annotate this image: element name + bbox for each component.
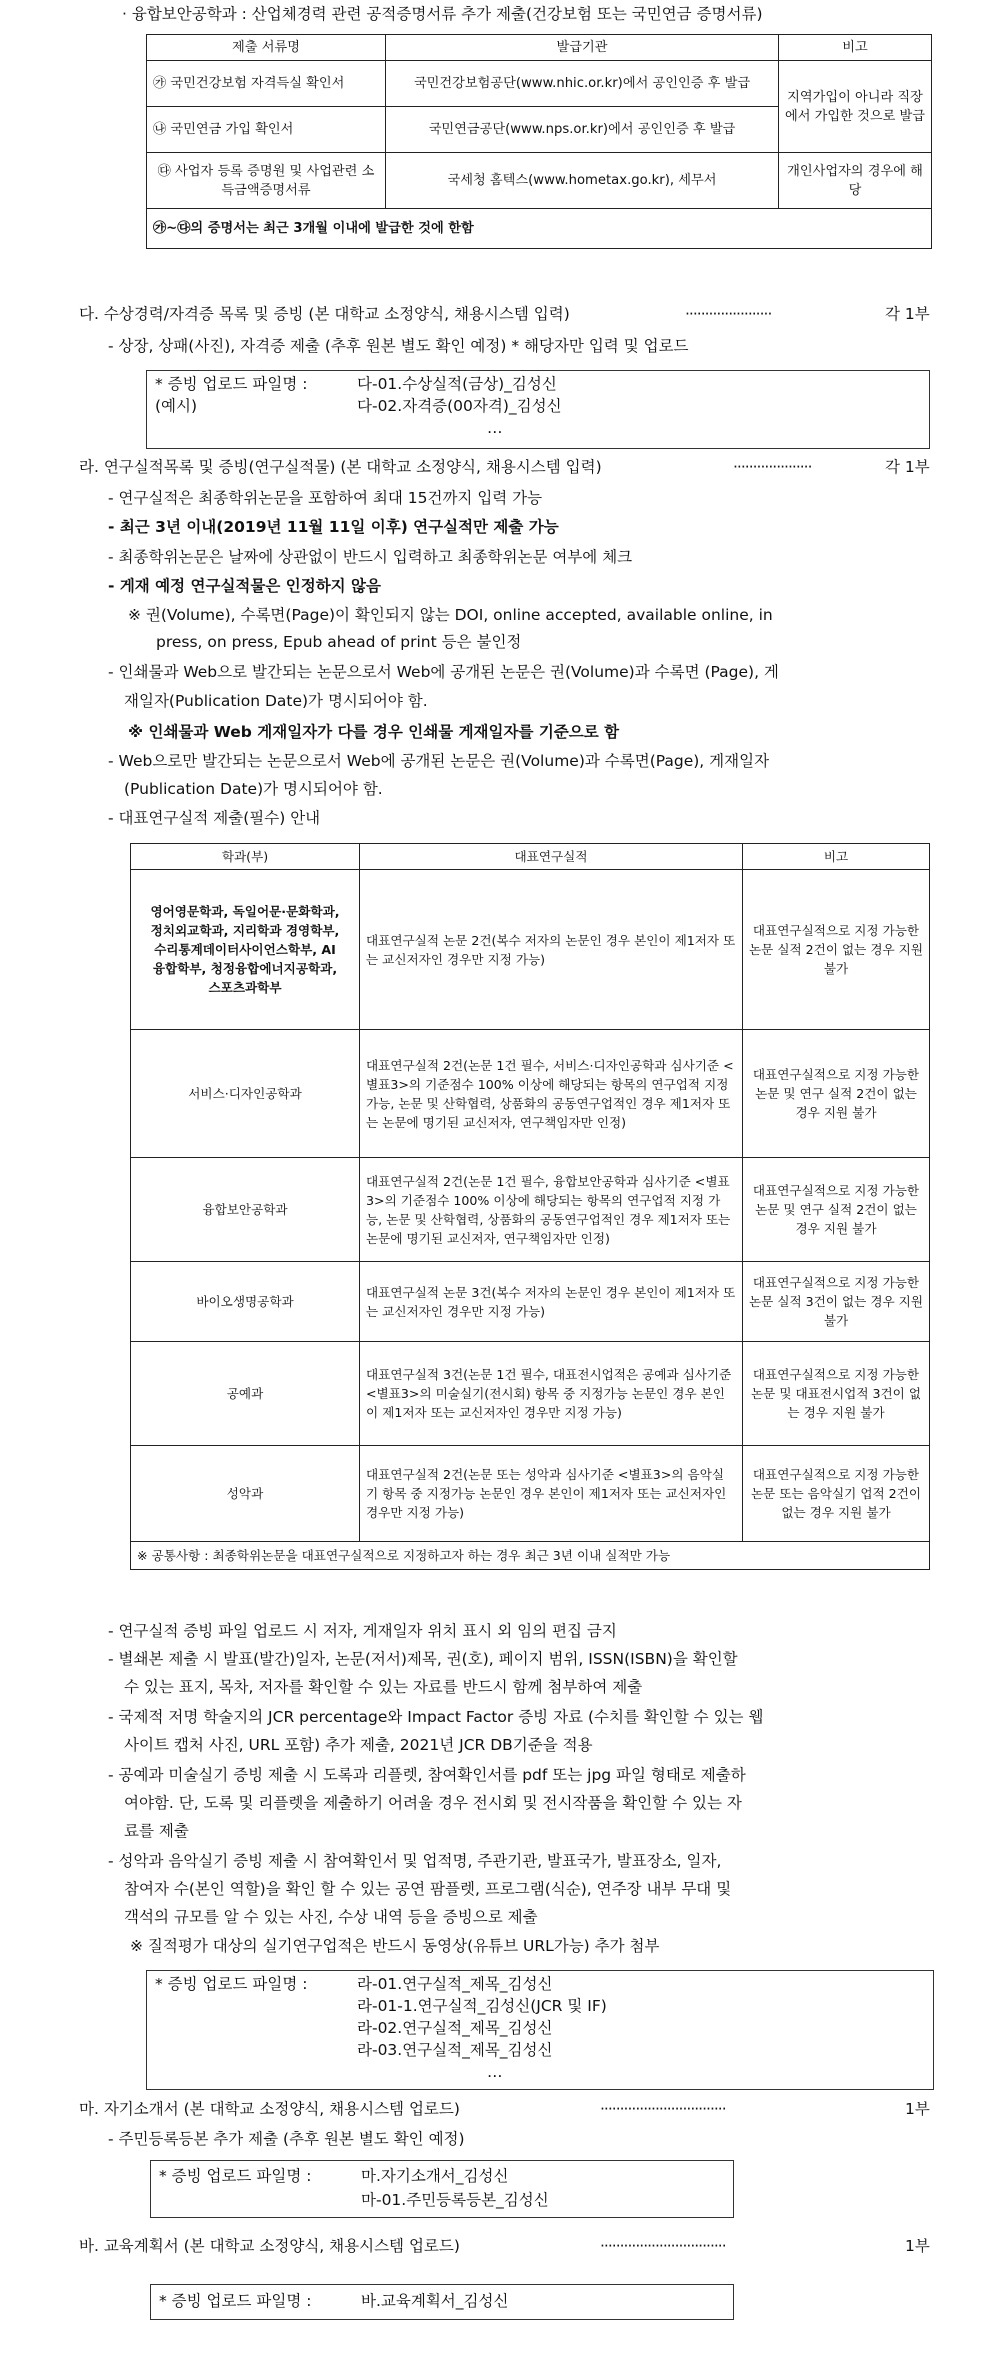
th-org: 발급기관 (386, 35, 779, 61)
ra-item: - 인쇄물과 Web으로 발간되는 논문으로서 Web에 공개된 논문은 권(Volume)과 수록면 (Page), 게 (108, 663, 779, 681)
upload-file: 라-02.연구실적_제목_김성신 (357, 2019, 553, 2037)
ra-item: (Publication Date)가 명시되어야 함. (124, 780, 383, 798)
rep-note: 대표연구실적으로 지정 가능한 논문 실적 3건이 없는 경우 지원 불가 (743, 1262, 930, 1342)
rep-dept: 서비스·디자인공학과 (131, 1030, 360, 1158)
upload-label: * 증빙 업로드 파일명 : (159, 2292, 312, 2310)
rep-note: 대표연구실적으로 지정 가능한 논문 실적 2건이 없는 경우 지원 불가 (743, 870, 930, 1030)
ra-item: 재일자(Publication Date)가 명시되어야 함. (124, 692, 428, 710)
section-ra-heading: 라. 연구실적목록 및 증빙(연구실적물) (본 대학교 소정양식, 채용시스템 입력) (79, 458, 602, 476)
upload-file: 다-01.수상실적(금상)_김성신 (357, 375, 557, 393)
th-note: 비고 (743, 844, 930, 870)
row-org: 국민건강보험공단(www.nhic.or.kr)에서 공인인증 후 발급 (386, 61, 779, 107)
th-note: 비고 (779, 35, 932, 61)
ba-upload-box (150, 2284, 734, 2320)
upload-ellipsis: … (487, 419, 503, 437)
rep-research-table (130, 843, 930, 1570)
ma-upload-box (150, 2160, 734, 2218)
ra-upload-box (146, 1970, 934, 2090)
rep-note: 대표연구실적으로 지정 가능한 논문 및 연구 실적 2건이 없는 경우 지원 불가 (743, 1030, 930, 1158)
rep-dept: 성악과 (131, 1446, 360, 1542)
ra-after-item: 객석의 규모를 알 수 있는 사진, 수상 내역 등을 증빙으로 제출 (124, 1908, 538, 1926)
ra-item: - 대표연구실적 제출(필수) 안내 (108, 809, 321, 827)
upload-label: * 증빙 업로드 파일명 : (159, 2167, 312, 2185)
ra-after-item: 참여자 수(본인 역할)을 확인 할 수 있는 공연 팜플렛, 프로그램(식순), 연주장 내부 무대 및 (124, 1880, 732, 1898)
upload-file: 라-01-1.연구실적_김성신(JCR 및 IF) (357, 1997, 607, 2015)
th-rep: 대표연구실적 (360, 844, 743, 870)
ra-after-item: - 성악과 음악실기 증빙 제출 시 참여확인서 및 업적명, 주관기관, 발표국가, 발표장소, 일자, (108, 1852, 722, 1870)
ra-after-item: 사이트 캡처 사진, URL 포함) 추가 제출, 2021년 JCR DB기준을 적용 (124, 1736, 593, 1754)
convergence-security-note: · 융합보안공학과 : 산업체경력 관련 공적증명서류 추가 제출(건강보험 또는 국민연금 증명서류) (122, 5, 763, 23)
section-ma-sub: - 주민등록등본 추가 제출 (추후 원본 별도 확인 예정) (108, 2130, 465, 2148)
rep-dept: 영어영문학과, 독일어문·문화학과, 정치외교학과, 지리학과 경영학부, 수리통계데이터사이언스학부, AI융합학부, 청정융합에너지공학과, 스포츠과학부 (131, 870, 360, 1030)
rep-desc: 대표연구실적 2건(논문 1건 필수, 서비스·디자인공학과 심사기준 <별표3>의 기준점수 100% 이상에 해당되는 항목의 연구업적 지정 가능, 논문 및 산학협력, 상품화의 공동연구업적인 경우 제1저자 또는 논문에 명기된 교신저자, 연구책임자만 인정) (360, 1030, 743, 1158)
section-da-heading: 다. 수상경력/자격증 목록 및 증빙 (본 대학교 소정양식, 채용시스템 입력) (79, 305, 570, 323)
section-da-sub: - 상장, 상패(사진), 자격증 제출 (추후 원본 별도 확인 예정) * 해당자만 입력 및 업로드 (108, 337, 689, 355)
row-org: 국민연금공단(www.nps.or.kr)에서 공인인증 후 발급 (386, 107, 779, 153)
row-doc: ㉯ 국민연금 가입 확인서 (147, 107, 386, 153)
section-ba-count: 1부 (905, 2237, 930, 2255)
section-ra-count: 각 1부 (885, 458, 930, 476)
section-da-count: 각 1부 (885, 305, 930, 323)
ra-after-item: - 국제적 저명 학술지의 JCR percentage와 Impact Factor 증빙 자료 (수치를 확인할 수 있는 웹 (108, 1708, 764, 1726)
certificate-table (146, 34, 932, 249)
rep-desc: 대표연구실적 2건(논문 또는 성악과 심사기준 <별표3>의 음악실기 항목 중 지정가능 논문인 경우 본인이 제1저자 또는 교신저자인 경우만 지정 가능) (360, 1446, 743, 1542)
upload-file: 바.교육계획서_김성신 (361, 2292, 509, 2310)
ra-after-item: ※ 질적평가 대상의 실기연구업적은 반드시 동영상(유튜브 URL가능) 추가 첨부 (130, 1937, 660, 1955)
section-ba-heading: 바. 교육계획서 (본 대학교 소정양식, 채용시스템 업로드) (79, 2237, 460, 2255)
ra-item: - 최근 3년 이내(2019년 11월 11일 이후) 연구실적만 제출 가능 (108, 518, 559, 536)
ra-item: - 최종학위논문은 날짜에 상관없이 반드시 입력하고 최종학위논문 여부에 체크 (108, 548, 633, 566)
row-org: 국세청 홈텍스(www.hometax.go.kr), 세무서 (386, 153, 779, 209)
section-ba-dots: ································ (600, 2237, 726, 2255)
ra-after-item: - 연구실적 증빙 파일 업로드 시 저자, 게재일자 위치 표시 외 임의 편집 금지 (108, 1622, 617, 1640)
th-doc: 제출 서류명 (147, 35, 386, 61)
ra-after-item: 료를 제출 (124, 1822, 189, 1840)
upload-file: 마.자기소개서_김성신 (361, 2167, 509, 2185)
rep-note: 대표연구실적으로 지정 가능한 논문 및 연구 실적 2건이 없는 경우 지원 불가 (743, 1158, 930, 1262)
ra-item: press, on press, Epub ahead of print 등은 불인정 (156, 633, 522, 651)
row-doc: ㉰ 사업자 등록 증명원 및 사업관련 소득금액증명서류 (147, 153, 386, 209)
ra-item: ※ 인쇄물과 Web 게재일자가 다를 경우 인쇄물 게재일자를 기준으로 함 (128, 723, 620, 741)
upload-file: 라-01.연구실적_제목_김성신 (357, 1975, 553, 1993)
rep-dept: 공예과 (131, 1342, 360, 1446)
ra-after-item: 수 있는 표지, 목차, 저자를 확인할 수 있는 자료를 반드시 함께 첨부하여 제출 (124, 1678, 643, 1696)
da-upload-box (146, 370, 930, 449)
section-da-dots: ······················ (685, 305, 772, 323)
ra-item: - Web으로만 발간되는 논문으로서 Web에 공개된 논문은 권(Volume)과 수록면(Page), 게재일자 (108, 752, 770, 770)
rep-desc: 대표연구실적 논문 2건(복수 저자의 논문인 경우 본인이 제1저자 또는 교신저자인 경우만 지정 가능) (360, 870, 743, 1030)
rep-dept: 바이오생명공학과 (131, 1262, 360, 1342)
upload-ellipsis: … (487, 2063, 503, 2081)
ra-after-item: 여야함. 단, 도록 및 리플렛을 제출하기 어려울 경우 전시회 및 전시작품을 확인할 수 있는 자 (124, 1794, 742, 1812)
rep-desc: 대표연구실적 2건(논문 1건 필수, 융합보안공학과 심사기준 <별표3>의 기준점수 100% 이상에 해당되는 항목의 연구업적 지정 가능, 논문 및 산학협력, 상품화의 공동연구업적인 경우 제1저자 또는 논문에 명기된 교신저자, 연구책임자만 인정) (360, 1158, 743, 1262)
row-doc: ㉮ 국민건강보험 자격득실 확인서 (147, 61, 386, 107)
rep-note: 대표연구실적으로 지정 가능한 논문 또는 음악실기 업적 2건이 없는 경우 지원 불가 (743, 1446, 930, 1542)
upload-label: * 증빙 업로드 파일명 : (155, 375, 308, 393)
upload-file: 라-03.연구실적_제목_김성신 (357, 2041, 553, 2059)
rep-desc: 대표연구실적 3건(논문 1건 필수, 대표전시업적은 공예과 심사기준 <별표3>의 미술실기(전시회) 항목 중 지정가능 논문인 경우 본인이 제1저자 또는 교신저자인 경우만 지정 가능) (360, 1342, 743, 1446)
section-ra-dots: ···················· (733, 458, 812, 476)
upload-file: 마-01.주민등록등본_김성신 (361, 2191, 549, 2209)
section-ma-heading: 마. 자기소개서 (본 대학교 소정양식, 채용시스템 업로드) (79, 2100, 460, 2118)
ra-item: - 연구실적은 최종학위논문을 포함하여 최대 15건까지 입력 가능 (108, 489, 543, 507)
ra-after-item: - 별쇄본 제출 시 발표(발간)일자, 논문(저서)제목, 권(호), 페이지 범위, ISSN(ISBN)을 확인할 (108, 1650, 738, 1668)
ra-after-item: - 공예과 미술실기 증빙 제출 시 도록과 리플렛, 참여확인서를 pdf 또는 jpg 파일 형태로 제출하 (108, 1766, 746, 1784)
ra-item: ※ 권(Volume), 수록면(Page)이 확인되지 않는 DOI, online accepted, available online, in (128, 606, 773, 624)
section-ma-count: 1부 (905, 2100, 930, 2118)
table-footer: ㉮~㉰의 증명서는 최근 3개월 이내에 발급한 것에 한함 (147, 209, 932, 249)
th-dept: 학과(부) (131, 844, 360, 870)
ra-item: - 게재 예정 연구실적물은 인정하지 않음 (108, 577, 381, 595)
row-note-merged: 지역가입이 아니라 직장에서 가입한 것으로 발급 (779, 61, 932, 153)
rep-table-footer: ※ 공통사항 : 최종학위논문을 대표연구실적으로 지정하고자 하는 경우 최근 3년 이내 실적만 가능 (131, 1542, 930, 1570)
rep-desc: 대표연구실적 논문 3건(복수 저자의 논문인 경우 본인이 제1저자 또는 교신저자인 경우만 지정 가능) (360, 1262, 743, 1342)
row-note: 개인사업자의 경우에 해당 (779, 153, 932, 209)
rep-note: 대표연구실적으로 지정 가능한 논문 및 대표전시업적 3건이 없는 경우 지원 불가 (743, 1342, 930, 1446)
upload-label: * 증빙 업로드 파일명 : (155, 1975, 308, 1993)
upload-example: (예시) (155, 397, 198, 415)
upload-file: 다-02.자격증(00자격)_김성신 (357, 397, 562, 415)
rep-dept: 융합보안공학과 (131, 1158, 360, 1262)
section-ma-dots: ································ (600, 2100, 726, 2118)
